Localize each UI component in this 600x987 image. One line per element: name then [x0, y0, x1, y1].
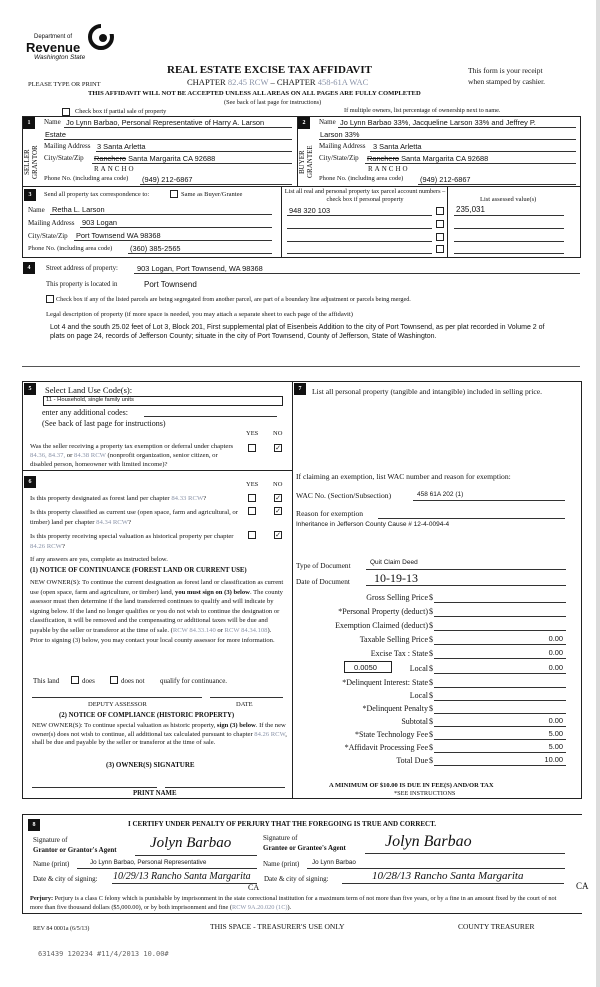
fee-label: Gross Selling Price — [366, 593, 428, 602]
historic-question: Is this property receiving special valuation as historical property per chapter 84.26 RCW? — [30, 533, 234, 550]
fee-label: Excise Tax : State — [370, 649, 428, 658]
doc-type-label: Type of Document — [296, 561, 351, 570]
parcel-account-field[interactable]: 948 320 103 — [289, 206, 331, 215]
perjury-note: Perjury: Perjury is a class C felony which is punishable by imprisonment in the state correctional institution for a maximum term of not more than five years, or by a fine in an amount fixed by the court of not more than five thousand dollars ($5,000.00), or by both imprisonment and fine (RCW 9A.20.020 (1C)). — [30, 895, 557, 911]
chapter-line: CHAPTER 82.45 RCW – CHAPTER 458-61A WAC — [187, 77, 369, 87]
personal-property-checkbox[interactable] — [436, 220, 444, 228]
partial-sale-checkbox[interactable] — [62, 108, 70, 116]
land-use-label: Select Land Use Code(s): — [45, 385, 133, 395]
forest-yes-checkbox[interactable] — [248, 494, 256, 502]
currency-sign: $ — [429, 691, 433, 700]
forest-no-checkbox[interactable]: ✓ — [275, 494, 281, 502]
wac-field[interactable]: 458 61A 202 (1) — [417, 491, 464, 498]
located-label: This property is located in — [46, 281, 118, 288]
grantee-signature[interactable]: Jolyn Barbao — [385, 833, 472, 850]
segregated-checkbox[interactable] — [46, 295, 54, 303]
corr-phone-field[interactable]: (360) 385-2565 — [130, 244, 181, 253]
current-use-yes-checkbox[interactable] — [248, 507, 256, 515]
grantee-date-field[interactable]: 10/28/13 Rancho Santa Margarita — [372, 870, 524, 882]
deputy-assessor-label: DEPUTY ASSESSOR — [88, 701, 147, 708]
seller-city-handwritten: RANCHO — [94, 165, 136, 173]
yes-header: YES — [246, 481, 259, 488]
grantor-signature[interactable]: Jolyn Barbao — [150, 835, 232, 851]
no-header: NO — [273, 430, 283, 437]
fee-line — [434, 739, 566, 740]
currency-sign: $ — [429, 621, 433, 630]
section-7 — [292, 381, 582, 799]
fee-value-field[interactable]: 10.00 — [544, 755, 563, 764]
historic-no-checkbox[interactable]: ✓ — [275, 531, 281, 539]
grantee-name-label: Name (print) — [263, 860, 300, 868]
fee-line — [434, 644, 566, 645]
owner-signature-label: (3) OWNER(S) SIGNATURE — [106, 761, 195, 769]
currency-sign: $ — [429, 756, 433, 765]
land-use-see-back: (See back of last page for instructions) — [42, 419, 166, 428]
legal-description-label: Legal description of property (if more space is needed, you may attach a separate sheet to each page of the affidavit) — [46, 311, 353, 318]
exemption-yes-checkbox[interactable] — [248, 444, 256, 452]
assessed-value-field[interactable]: 235,031 — [456, 205, 485, 214]
exemption-question: Was the seller receiving a property tax exemption or deferral under chapters 84.36, 84.37, or 84.38 RCW (nonprofit organization, senior citizen, or disabled person, homeowner with limited income)? — [30, 443, 234, 468]
fee-value-field[interactable]: 0.00 — [548, 648, 563, 657]
grantor-date-label: Date & city of signing: — [33, 875, 98, 883]
receipt-note-2: when stamped by cashier. — [468, 77, 546, 86]
buyer-address-field[interactable]: 3 Santa Arletta — [373, 142, 422, 151]
section-number-7: 7 — [294, 383, 306, 395]
section-number-3: 3 — [24, 189, 36, 201]
print-name-label: PRINT NAME — [133, 790, 177, 797]
current-use-question: Is this property classified as current use (open space, farm and agricultural, or timber) land per chapter 84.34 RCW? — [30, 509, 238, 526]
personal-property-checkbox[interactable] — [436, 245, 444, 253]
fee-label: *State Technology Fee — [354, 730, 428, 739]
receipt-note-1: This form is your receipt — [468, 66, 543, 75]
seller-name-field-2[interactable]: Estate — [45, 130, 66, 139]
dor-logo — [26, 24, 126, 68]
corr-phone-label: Phone No. (including area code) — [28, 245, 113, 252]
fee-label: *Delinquent Penalty — [362, 704, 428, 713]
logo-state: Washington State — [34, 54, 86, 61]
grantor-date-field[interactable]: 10/29/13 Rancho Santa Margarita — [113, 871, 251, 882]
grantee-agent-label: Grantee or Grantee's Agent — [263, 844, 346, 852]
buyer-name-field-2[interactable]: Larson 33% — [320, 130, 360, 139]
please-type: PLEASE TYPE OR PRINT — [28, 81, 101, 88]
warning: THIS AFFIDAVIT WILL NOT BE ACCEPTED UNLESS ALL AREAS ON ALL PAGES ARE FULLY COMPLETED — [88, 90, 421, 97]
section-number-6: 6 — [24, 476, 36, 488]
currency-sign: $ — [429, 704, 433, 713]
notice-continuance-text: NEW OWNER(S): To continue the current designation as forest land or classification as current use (open space, farm and agriculture, or timber) land, you must sign on (3) below. The county assessor must then determine if the land transferred continues to qualify and will indicate by signing below. If the land no longer qualifies or you do not wish to continue the designation or classification, it will be removed and the compensating or additional taxes will be due and payable by the seller or transferor at the time of sale. (RCW 84.33.140 or RCW 84.34.108). Prior to signing (3) below, you may contact your local county assessor for more information. — [30, 579, 284, 644]
fee-label: *Affidavit Processing Fee — [344, 743, 428, 752]
street-label: Street address of property: — [46, 265, 118, 272]
buyer-addr-label: Mailing Address — [319, 142, 366, 150]
minimum-due-note: A MINIMUM OF $10.00 IS DUE IN FEE(S) AND/OR TAX — [329, 782, 494, 789]
fee-label: Subtotal — [401, 717, 428, 726]
historic-yes-checkbox[interactable] — [248, 531, 256, 539]
see-instructions-note: *SEE INSTRUCTIONS — [394, 790, 456, 797]
currency-sign: $ — [429, 678, 433, 687]
seller-city-label: City/State/Zip — [44, 154, 84, 162]
seller-name-label: Name — [44, 118, 61, 126]
logo-revenue: Revenue — [26, 40, 81, 55]
grantor-agent-label: Grantor or Grantor's Agent — [33, 846, 117, 854]
corr-name-field[interactable]: Retha L. Larson — [52, 205, 105, 214]
corr-address-field[interactable]: 903 Logan — [82, 218, 117, 227]
this-land-label: This land — [33, 677, 60, 685]
personal-property-label: List all personal property (tangible and intangible) included in selling price. — [312, 387, 543, 396]
currency-sign: $ — [429, 717, 433, 726]
fee-line — [434, 687, 566, 688]
section-number-8: 8 — [28, 819, 40, 831]
buyer-name-label: Name — [319, 118, 336, 126]
qualify-label: qualify for continuance. — [160, 677, 228, 685]
date-label: DATE — [236, 701, 253, 708]
legal-description-field[interactable]: Lot 4 and the south 25.02 feet of Lot 3, Block 201, First supplemental plat of Eisenbeis Addition to the city of Port Townsend, as per plat recorded in Volume 2 of plats on page 24, records of Jefferson County; situate in the city of Port Townsend, County of Jefferson, State of Washington. — [50, 324, 545, 340]
exemption-no-checkbox[interactable]: ✓ — [275, 444, 281, 452]
current-use-no-checkbox[interactable]: ✓ — [275, 507, 281, 515]
partial-sale-label: Check box if partial sale of property — [75, 108, 167, 115]
corr-addr-label: Mailing Address — [28, 219, 75, 227]
fee-line — [434, 673, 566, 674]
grantee-state: CA — [576, 881, 589, 891]
notice-compliance-text: NEW OWNER(S): To continue special valuation as historic property, sign (3) below. If the new owner(s) does not wish to continue, all additional tax calculated pursuant to chapter 84.26 RCW, shall be due and payable by the seller or transferor at the time of sale. — [32, 722, 287, 746]
fee-line — [434, 713, 566, 714]
seller-name-field[interactable]: Jo Lynn Barbao, Personal Representative of Harry A. Larson — [66, 118, 265, 127]
currency-sign: $ — [429, 635, 433, 644]
grantor-state: CA — [248, 883, 260, 892]
additional-codes-label: enter any additional codes: — [42, 408, 128, 417]
does-not-label: does not — [121, 677, 145, 685]
fee-value-field[interactable]: 5.00 — [548, 742, 563, 751]
grantee-date-label: Date & city of signing: — [264, 875, 329, 883]
fee-line — [434, 765, 566, 766]
same-as-buyer-label: Same as Buyer/Grantee — [181, 191, 243, 198]
does-not-checkbox[interactable] — [110, 676, 118, 684]
fee-line — [434, 752, 566, 753]
notice-compliance-title: (2) NOTICE OF COMPLIANCE (HISTORIC PROPERTY) — [59, 712, 235, 719]
personal-property-checkbox[interactable] — [436, 207, 444, 215]
buyer-phone-field[interactable]: (949) 212-6867 — [420, 175, 471, 184]
seller-phone-field[interactable]: (949) 212-6867 — [142, 175, 193, 184]
buyer-city-label: City/State/Zip — [319, 154, 359, 162]
does-checkbox[interactable] — [71, 676, 79, 684]
buyer-side-label: BUYER GRANTEE — [298, 145, 314, 179]
fee-value-field[interactable]: 0.00 — [548, 663, 563, 672]
fee-label: Local — [409, 664, 428, 673]
sig-of-label: Signature of — [263, 834, 298, 842]
treasurer-space-label: THIS SPACE - TREASURER'S USE ONLY — [210, 922, 345, 931]
currency-sign: $ — [429, 649, 433, 658]
certify-statement: I CERTIFY UNDER PENALTY OF PERJURY THAT THE FOREGOING IS TRUE AND CORRECT. — [128, 820, 437, 828]
section-number-5: 5 — [24, 383, 36, 395]
corr-city-field[interactable]: Port Townsend WA 98368 — [76, 231, 161, 240]
forest-land-question: Is this property designated as forest land per chapter 84.33 RCW? — [30, 495, 207, 502]
land-use-value: 11 - Household, single family units — [46, 397, 134, 403]
seller-addr-label: Mailing Address — [44, 142, 91, 150]
dor-swirl-icon — [88, 24, 114, 50]
notice-continuance-title: (1) NOTICE OF CONTINUANCE (FOREST LAND OR CURRENT USE) — [30, 567, 247, 574]
fee-line — [434, 726, 566, 727]
currency-sign: $ — [429, 743, 433, 752]
fee-value-field[interactable]: 0.00 — [548, 716, 563, 725]
reason-field[interactable]: Inheritance in Jefferson County Cause # 12-4-0094-4 — [296, 521, 450, 528]
same-as-buyer-checkbox[interactable] — [170, 190, 178, 198]
no-header: NO — [273, 481, 283, 488]
parcel-header: List all real and personal property tax parcel account numbers – check box if personal property — [284, 188, 446, 203]
claiming-exemption-label: If claiming an exemption, list WAC number and reason for exemption: — [296, 472, 511, 481]
seller-city-field[interactable]: Ranchero Santa Margarita CA 92688 — [94, 154, 216, 163]
corr-name-label: Name — [28, 206, 45, 214]
assessed-value-header: List assessed value(s) — [480, 196, 537, 203]
form-title: REAL ESTATE EXCISE TAX AFFIDAVIT — [167, 64, 372, 76]
fee-label: *Delinquent Interest: State — [342, 678, 428, 687]
does-label: does — [82, 677, 95, 685]
see-back: (See back of last page for instructions) — [224, 99, 322, 106]
corr-city-label: City/State/Zip — [28, 232, 68, 240]
logo-dept: Department of — [34, 34, 73, 40]
seller-side-label: SELLER GRANTOR — [23, 145, 39, 179]
fee-label: Taxable Selling Price — [359, 635, 428, 644]
located-field[interactable]: Port Townsend — [144, 280, 197, 289]
section-number-2: 2 — [298, 117, 310, 129]
buyer-city-handwritten: RANCHO — [368, 165, 410, 173]
yes-header: YES — [246, 430, 259, 437]
scan-edge — [596, 0, 600, 987]
county-treasurer-label: COUNTY TREASURER — [458, 922, 535, 931]
buyer-name-field[interactable]: Jo Lynn Barbao 33%, Jacqueline Larson 33% and Jeffrey P. — [340, 118, 536, 127]
reason-label: Reason for exemption — [296, 509, 364, 518]
doc-type-field[interactable]: Quit Claim Deed — [370, 559, 418, 566]
fee-line — [434, 658, 566, 659]
street-address-field[interactable]: 903 Logan, Port Townsend, WA 98368 — [137, 264, 263, 273]
fee-label: Total Due — [396, 756, 428, 765]
personal-property-checkbox[interactable] — [436, 233, 444, 241]
if-yes-note: If any answers are yes, complete as instructed below. — [30, 556, 168, 563]
fee-line — [434, 630, 566, 631]
wac-label: WAC No. (Section/Subsection) — [296, 491, 392, 500]
fee-line — [434, 700, 566, 701]
section-number-4: 4 — [23, 262, 35, 274]
grantor-name-label: Name (print) — [33, 860, 70, 868]
sig-of-label: Signature of — [33, 836, 68, 844]
grantor-name-field[interactable]: Jo Lynn Barbao, Personal Representative — [90, 859, 207, 866]
multiple-owners-note: If multiple owners, list percentage of ownership next to name. — [344, 107, 501, 114]
section-number-1: 1 — [23, 117, 35, 129]
fee-label: Exemption Claimed (deduct) — [335, 621, 428, 630]
land-use-select[interactable] — [43, 396, 283, 406]
doc-date-label: Date of Document — [296, 577, 350, 586]
seller-phone-label: Phone No. (including area code) — [44, 175, 129, 182]
seller-address-field[interactable]: 3 Santa Arletta — [97, 142, 146, 151]
segregated-label: Check box if any of the listed parcels are being segregated from another parcel, are part of a boundary line adjustment or parcels being merged. — [56, 296, 411, 303]
fee-value-field[interactable]: 5.00 — [548, 729, 563, 738]
fee-line — [434, 616, 566, 617]
fee-line — [434, 602, 566, 603]
doc-date-field[interactable]: 10-19-13 — [374, 571, 418, 585]
buyer-phone-label: Phone No. (including area code) — [319, 175, 404, 182]
fee-label: Local — [409, 691, 428, 700]
fee-label: *Personal Property (deduct) — [338, 607, 428, 616]
currency-sign: $ — [429, 607, 433, 616]
currency-sign: $ — [429, 730, 433, 739]
grantee-name-field[interactable]: Jo Lynn Barbao — [312, 859, 356, 866]
currency-sign: $ — [429, 593, 433, 602]
form-revision: REV 84 0001a (6/5/13) — [33, 926, 90, 932]
buyer-city-field[interactable]: Ranchero Santa Margarita CA 92688 — [367, 154, 489, 163]
correspondence-label: Send all property tax correspondence to: — [44, 191, 150, 198]
local-rate-box — [344, 661, 392, 673]
treasurer-stamp: 631439 120234 #11/4/2013 10.00# — [38, 950, 169, 958]
fee-value-field[interactable]: 0.00 — [548, 634, 563, 643]
local-rate-value: 0.0050 — [354, 663, 377, 672]
currency-sign: $ — [429, 664, 433, 673]
